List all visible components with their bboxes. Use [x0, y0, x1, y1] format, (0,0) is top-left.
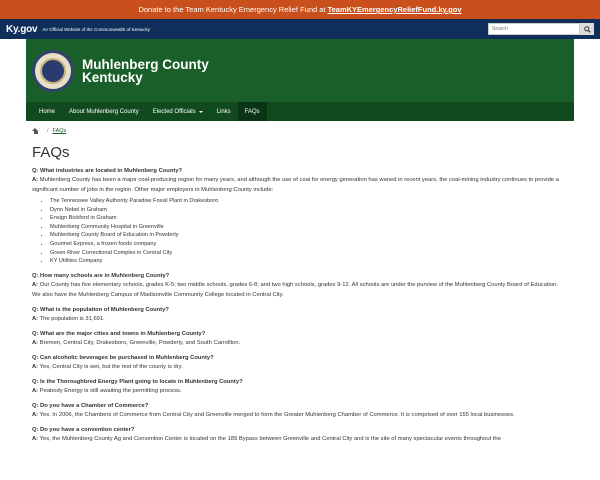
home-icon[interactable] [32, 128, 39, 134]
list-item: • The Tennessee Valley Authority Paradise Fossil Plant in Drakesboro [50, 197, 568, 206]
breadcrumb-current[interactable]: FAQs [52, 128, 67, 134]
site-header [26, 39, 574, 102]
answer-text: Our County has five elementary schools, grades K-5; two middle schools, grades 6-8; and two high schools, grades 9-12. All schools are under the purview of the Muhlenberg County Board of Education. We also have the Muhlenberg Campus of Madisonville Community College located in Central City. [32, 281, 558, 298]
nav-faqs-label: FAQs [244, 108, 260, 115]
donation-banner [0, 0, 600, 19]
page-title: FAQs [32, 144, 70, 161]
nav-about-label: About Muhlenberg County [69, 108, 139, 115]
nav-home[interactable] [32, 102, 62, 121]
faq-answer [32, 434, 568, 444]
search-form [488, 23, 594, 35]
answer-label: A: [32, 339, 39, 346]
list-item: • Green River Correctional Complex in Central City [50, 249, 568, 258]
faq-answer [32, 175, 568, 195]
county-seal-logo[interactable] [32, 50, 74, 92]
search-input[interactable] [488, 23, 580, 35]
faq-answer [32, 386, 568, 396]
nav-links-label: Links [216, 108, 231, 115]
nav-elected-officials-label: Elected Officials [152, 108, 196, 115]
answer-label: A: [32, 281, 39, 288]
faq-question: Q: Do you have a Chamber of Commerce? [32, 402, 149, 409]
answer-text: Peabody Energy is still awaiting the permitting process. [38, 387, 182, 394]
faq-answer [32, 362, 568, 372]
main-nav [26, 102, 574, 121]
search-button[interactable] [580, 23, 594, 35]
nav-about[interactable] [62, 102, 146, 121]
faq-answer [32, 314, 568, 324]
answer-text: Yes, the Muhlenberg County Ag and Convention Center is located on the 189 Bypass between Greenville and Central City and is the site of many spectacular events throughout the [38, 435, 501, 442]
faq-question: Q: How many schools are in Muhlenberg County? [32, 272, 170, 279]
employers-list [50, 197, 568, 266]
answer-text: Bremen, Central City, Drakesboro, Greenville, Powderly, and South Carrollton. [38, 339, 241, 346]
site-title[interactable] [82, 58, 209, 84]
ky-gov-bar [0, 19, 600, 39]
list-item: • Gourmet Express, a frozen foods company [50, 240, 568, 249]
answer-label: A: [32, 435, 39, 442]
nav-links[interactable] [210, 102, 238, 121]
answer-text: Yes. In 2006, the Chambers of Commerce from Central City and Greenville merged to form the Greater Muhlenberg Chamber of Commerce. It is comprised of over 155 local businesses. [38, 411, 515, 418]
banner-text: Donate to the Team Kentucky Emergency Relief Fund at [138, 5, 328, 14]
breadcrumb-separator: / [47, 128, 49, 134]
faq-answer [32, 338, 568, 348]
ky-gov-logo[interactable]: Ky.gov [6, 23, 38, 35]
answer-label: A: [32, 411, 39, 418]
nav-elected-officials[interactable] [146, 102, 210, 121]
faq-question: Q: Can alcoholic beverages be purchased in Muhlenberg County? [32, 354, 214, 361]
answer-label: A: [32, 363, 39, 370]
main-content [26, 121, 574, 444]
answer-text: Yes, Central City is wet, but the rest of the county is dry. [38, 363, 183, 370]
nav-faqs[interactable] [238, 102, 267, 121]
donation-link[interactable]: TeamKYEmergencyReliefFund.ky.gov [327, 5, 462, 14]
ky-gov-tagline: An Official Website of the Commonwealth of Kentucky [42, 26, 151, 32]
faq-answer [32, 410, 568, 420]
search-icon [584, 26, 591, 33]
list-item: • Dyno Nobel in Graham [50, 206, 568, 215]
answer-label: A: [32, 177, 39, 183]
breadcrumb [32, 128, 568, 134]
faq-question: Q: What is the population of Muhlenberg County? [32, 306, 169, 313]
list-item: • KY Utilities Company [50, 257, 568, 266]
site-title-line1: Muhlenberg County [82, 57, 209, 72]
answer-text: The population is 31,691. [38, 315, 105, 322]
answer-label: A: [32, 315, 39, 322]
list-item: • Ensign Bickford in Graham [50, 214, 568, 223]
faq-answer [32, 280, 568, 300]
faq-question: Q: What are the major cities and towns in Muhlenberg County? [32, 330, 206, 337]
faq-question: Q: Is the Thoroughbred Energy Plant going to locate in Muhlenberg County? [32, 378, 243, 385]
list-item: • Muhlenberg Community Hospital in Greenville [50, 223, 568, 232]
nav-home-label: Home [39, 108, 56, 115]
list-item: • Muhlenberg County Board of Education in Powderly [50, 231, 568, 240]
faq-question: Q: What industries are located in Muhlenberg County? [32, 168, 183, 174]
answer-text: Muhlenberg County has been a major coal-producing region for many years, and although the use of coal for energy generation has waned in recent years, the coal-mining industry continues to provide a significant number of jobs in the region. Other major employers in Muhlenberg County include: [32, 177, 559, 193]
answer-label: A: [32, 387, 39, 394]
page-container [26, 39, 574, 444]
caret-down-icon [199, 111, 203, 113]
site-title-line2: Kentucky [82, 70, 143, 85]
faq-question: Q: Do you have a convention center? [32, 426, 135, 433]
